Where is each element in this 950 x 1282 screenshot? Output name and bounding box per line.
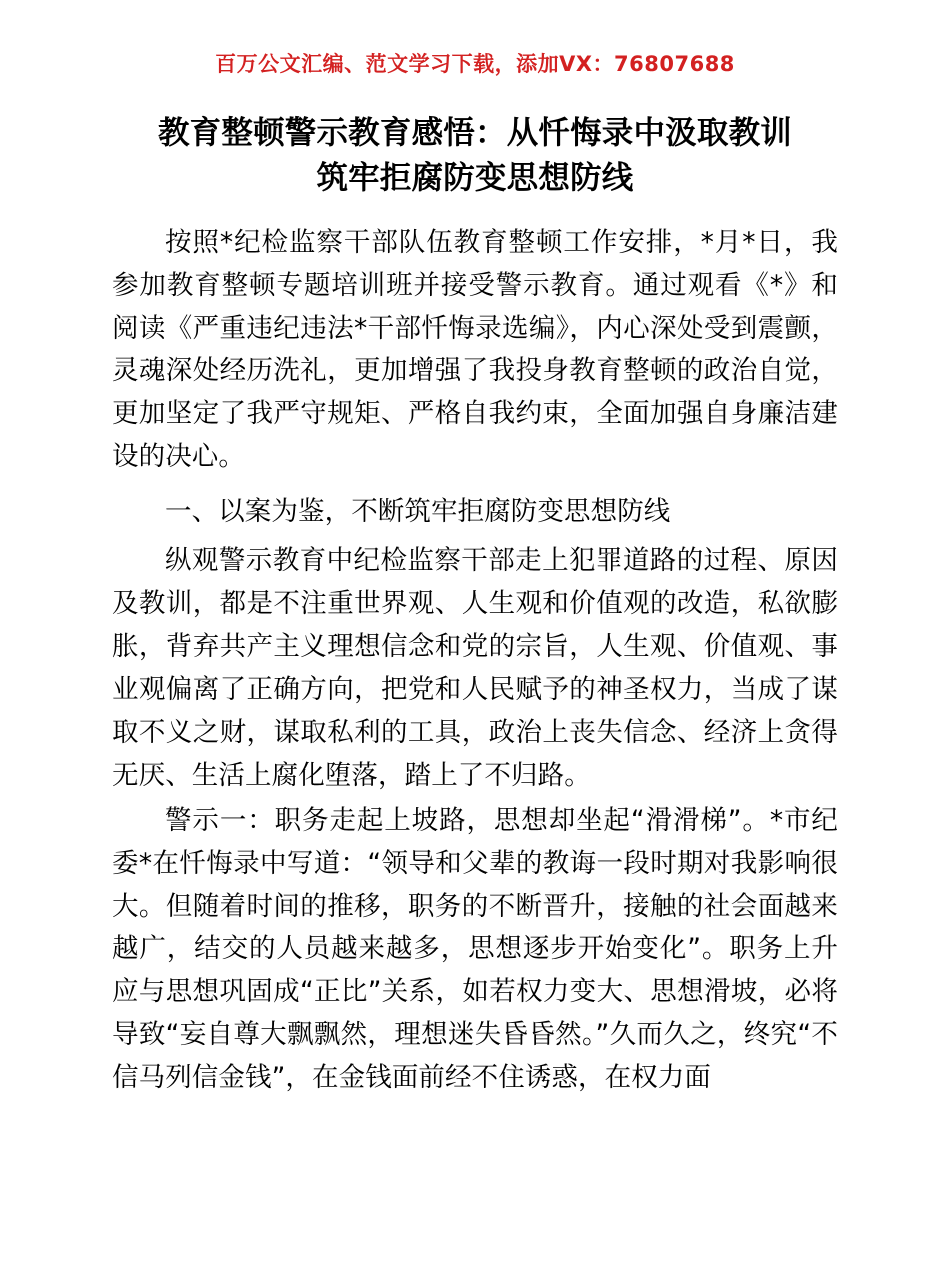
paragraph-section1-body: 纵观警示教育中纪检监察干部走上犯罪道路的过程、原因及教训，都是不注重世界观、人生观和价值观的改造，私欲膨胀，背弃共产主义理想信念和党的宗旨，人生观、价值观、事业观偏离了正确方向，把党和人民赋予的神圣权力，当成了谋取不义之财，谋取私利的工具，政治上丧失信念、经济上贪得无厌、生活上腐化堕落，踏上了不归路。 bbox=[112, 545, 838, 791]
title-line-1: 教育整顿警示教育感悟：从忏悔录中汲取教训 bbox=[157, 115, 792, 152]
document-page bbox=[0, 52, 950, 1282]
paragraph-intro: 按照*纪检监察干部队伍教育整顿工作安排，*月*日，我参加教育整顿专题培训班并接受警示教育。通过观看《*》和阅读《严重违纪违法*干部忏悔录选编》，内心深处受到震颤，灵魂深处经历洗礼，更加增强了我投身教育整顿的政治自觉，更加坚定了我严守规矩、严格自我约束，全面加强自身廉洁建设的决心。 bbox=[112, 226, 838, 473]
section-heading-1: 一、以案为鉴，不断筑牢拒腐防变思想防线 bbox=[165, 496, 671, 528]
promo-banner: 百万公文汇编、范文学习下载，添加VX：76807688 bbox=[215, 52, 735, 76]
document-body bbox=[112, 222, 838, 1100]
paragraph-warning-1: 警示一：职务走起上坡路，思想却坐起“滑滑梯”。*市纪委*在忏悔录中写道：“领导和父辈的教诲一段时期对我影响很大。但随着时间的推移，职务的不断晋升，接触的社会面越来越广，结交的人员越来越多，思想逐步开始变化”。职务上升应与思想巩固成“正比”关系，如若权力变大、思想滑坡，必将导致“妄自尊大飘飘然，理想迷失昏昏然。”久而久之，终究“不信马列信金钱”，在金钱面前经不住诱惑，在权力面 bbox=[112, 804, 838, 1094]
title-line-2: 筑牢拒腐防变思想防线 bbox=[316, 159, 634, 196]
page-title bbox=[112, 111, 838, 200]
